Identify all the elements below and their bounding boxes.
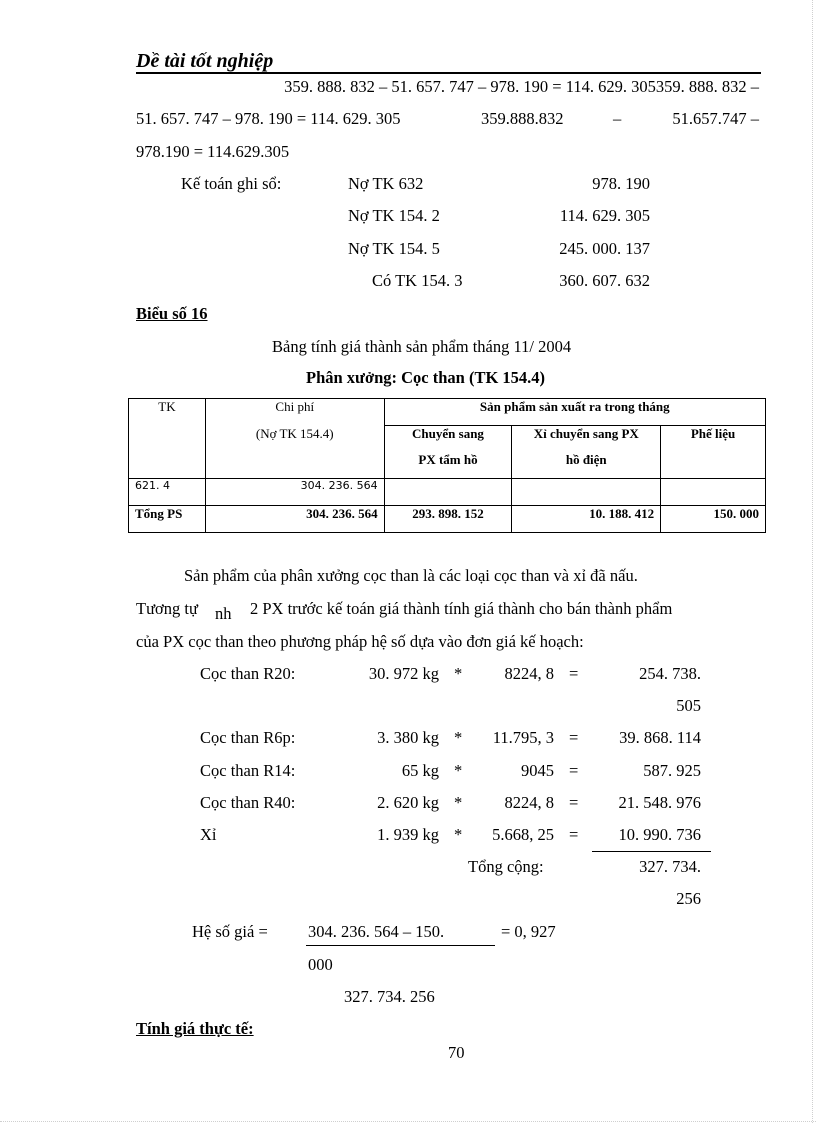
- calc-item-qty: 65 kg: [401, 761, 439, 780]
- header-rule: [136, 72, 761, 74]
- paragraph-line-3: của PX cọc than theo phương pháp hệ số dựa vào đơn giá kế hoạch:: [136, 632, 584, 651]
- page-header-title: Dề tài tốt nghiệp: [136, 50, 274, 72]
- journal-label: Kế toán ghi sổ:: [181, 174, 282, 193]
- intro-line-2b: 359.888.832: [481, 109, 564, 128]
- header-col1-b: PX tẩm hồ: [384, 452, 512, 479]
- calc-item-qty: 30. 972 kg: [368, 664, 439, 683]
- paragraph-line-2b: nh: [215, 604, 232, 623]
- calc-item-name: Cọc than R6p:: [200, 728, 296, 747]
- table-row: [129, 506, 766, 533]
- header-col3-blank: [661, 452, 766, 479]
- sum-label: Tổng cộng:: [468, 857, 544, 876]
- paragraph-line-1: Sản phẩm của phân xưởng cọc than là các loại cọc than và xỉ đã nấu.: [184, 566, 638, 585]
- journal-account: Nợ TK 154. 2: [348, 206, 440, 225]
- calc-item-eq: =: [569, 664, 579, 683]
- journal-account: Có TK 154. 3: [372, 271, 463, 290]
- calc-item-total: 10. 990. 736: [618, 825, 701, 844]
- calc-item-op: *: [454, 793, 463, 812]
- calc-item-op: *: [454, 761, 463, 780]
- calc-item-price: 9045: [521, 761, 554, 780]
- journal-amount: 245. 000. 137: [559, 239, 650, 258]
- journal-amount: 360. 607. 632: [559, 271, 650, 290]
- coefficient-numerator: 304. 236. 564 – 150.: [308, 922, 445, 941]
- calc-item-qty: 1. 939 kg: [377, 825, 439, 844]
- calc-item-eq: =: [569, 793, 579, 812]
- calc-item-total: 254. 738.: [639, 664, 701, 683]
- calc-item-op: *: [454, 664, 463, 683]
- calc-item-op: *: [454, 728, 463, 747]
- calc-item-total: 39. 868. 114: [619, 728, 701, 747]
- calc-item-eq: =: [569, 728, 579, 747]
- paragraph-line-2c: 2 PX trước kế toán giá thành tính giá thành cho bán thành phẩm: [250, 599, 673, 618]
- cell-tk: 621. 4: [129, 479, 206, 506]
- cell-col2: 10. 188. 412: [512, 506, 661, 533]
- cell-col2: [512, 479, 661, 506]
- journal-amount: 114. 629. 305: [559, 206, 650, 225]
- calc-item-name: Cọc than R20:: [200, 664, 296, 683]
- page-number: 70: [448, 1043, 465, 1062]
- calc-item-price: 11.795, 3: [492, 728, 554, 747]
- page-edge-bottom: [0, 1121, 816, 1122]
- header-col2-a: Xỉ chuyển sang PX: [512, 426, 661, 453]
- form-subtitle: Phân xưởng: Cọc than (TK 154.4): [306, 368, 546, 387]
- cell-col3: [661, 479, 766, 506]
- cell-col1: [384, 479, 512, 506]
- header-col2-b: hồ điện: [512, 452, 661, 479]
- coefficient-denominator: 327. 734. 256: [344, 987, 435, 1006]
- calc-item-total-cont: 505: [676, 696, 701, 715]
- coefficient-label: Hệ số giá =: [192, 922, 268, 941]
- calc-item-qty: 3. 380 kg: [377, 728, 439, 747]
- calc-item-total: 587. 925: [643, 761, 701, 780]
- calc-item-op: *: [454, 825, 463, 844]
- header-cost-blank: [205, 452, 384, 479]
- header-tk-blank: [129, 452, 206, 479]
- cell-cost: 304. 236. 564: [205, 479, 384, 506]
- cell-cost: 304. 236. 564: [205, 506, 384, 533]
- page-edge-right: [812, 0, 813, 1123]
- sum-rule: [592, 851, 711, 852]
- intro-line-3: 978.190 = 114.629.305: [136, 142, 290, 161]
- calc-item-name: Xỉ: [200, 825, 217, 844]
- calc-item-eq: =: [569, 825, 579, 844]
- coefficient-result: = 0, 927: [501, 922, 556, 941]
- header-col1-a: Chuyển sang: [384, 426, 512, 453]
- header-products: Sản phẩm sản xuất ra trong tháng: [384, 399, 765, 426]
- coefficient-numerator-cont: 000: [308, 955, 333, 974]
- intro-line-2a: 51. 657. 747 – 978. 190 = 114. 629. 305: [136, 109, 401, 128]
- form-title: Bảng tính giá thành sản phẩm tháng 11/ 2004: [272, 337, 572, 356]
- cell-col3: 150. 000: [661, 506, 766, 533]
- sum-value-cont: 256: [676, 889, 701, 908]
- calc-item-name: Cọc than R40:: [200, 793, 296, 812]
- calc-item-price: 5.668, 25: [492, 825, 554, 844]
- calc-item-price: 8224, 8: [504, 664, 554, 683]
- fraction-bar: [306, 945, 495, 946]
- intro-line-2d: 51.657.747 –: [672, 109, 759, 128]
- header-cost: Chi phí: [205, 399, 384, 426]
- sum-value: 327. 734.: [639, 857, 701, 876]
- table-row: [129, 479, 766, 506]
- paragraph-line-2a: Tương tự: [136, 599, 198, 618]
- calc-item-price: 8224, 8: [504, 793, 554, 812]
- header-cost-sub: (Nợ TK 154.4): [205, 426, 384, 453]
- header-tk: TK: [129, 399, 206, 426]
- cost-table: [128, 398, 766, 533]
- header-col3: Phế liệu: [661, 426, 766, 453]
- journal-account: Nợ TK 632: [348, 174, 424, 193]
- calc-item-eq: =: [569, 761, 579, 780]
- header-tk-blank: [129, 426, 206, 453]
- intro-line-1: 359. 888. 832 – 51. 657. 747 – 978. 190 = 114. 629. 305359. 888. 832 –: [284, 77, 759, 96]
- cell-col1: 293. 898. 152: [384, 506, 512, 533]
- journal-account: Nợ TK 154. 5: [348, 239, 440, 258]
- form-number: Biểu số 16: [136, 304, 208, 323]
- cell-tk: Tổng PS: [129, 506, 206, 533]
- calc-item-name: Cọc than R14:: [200, 761, 296, 780]
- calc-item-qty: 2. 620 kg: [377, 793, 439, 812]
- journal-amount: 978. 190: [592, 174, 650, 193]
- section-heading: Tính giá thực tế:: [136, 1019, 254, 1038]
- intro-line-2c: –: [613, 109, 622, 128]
- calc-item-total: 21. 548. 976: [618, 793, 701, 812]
